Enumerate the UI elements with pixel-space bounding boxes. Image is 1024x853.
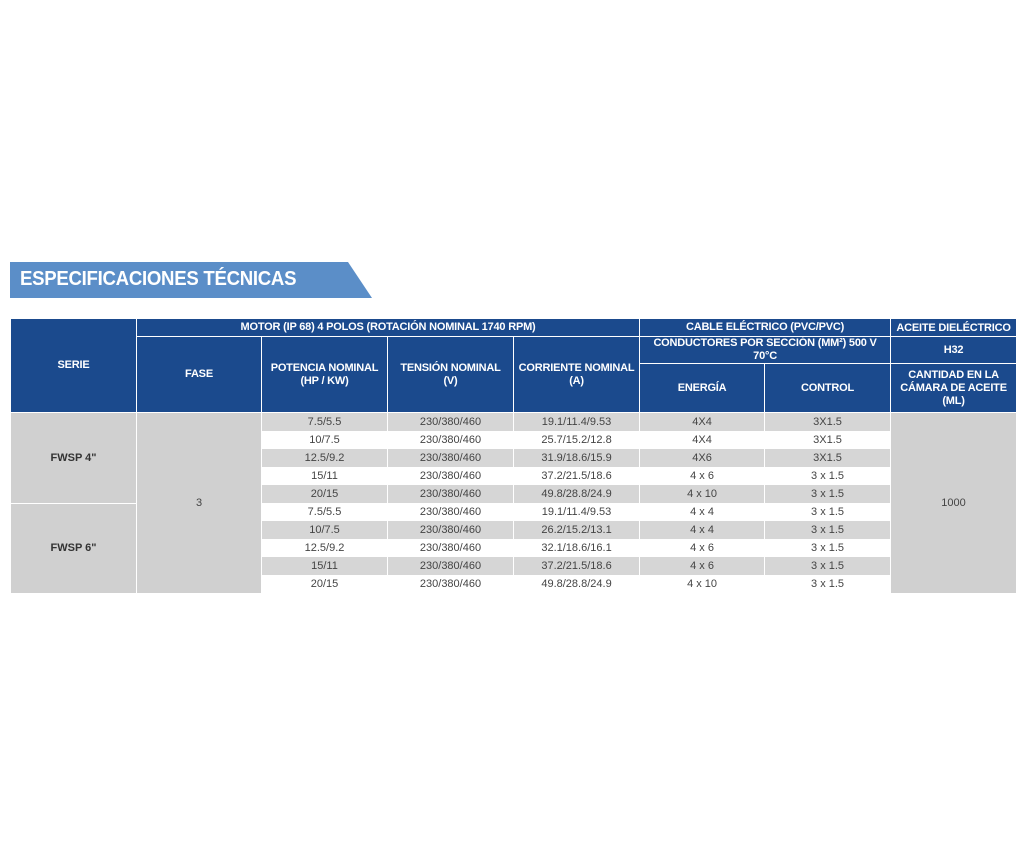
tension-cell: 230/380/460 (388, 467, 514, 485)
energia-cell: 4 x 10 (640, 485, 765, 503)
potencia-cell: 10/7.5 (262, 431, 388, 449)
tension-cell: 230/380/460 (388, 539, 514, 557)
energia-cell: 4 x 6 (640, 539, 765, 557)
corriente-cell: 37.2/21.5/18.6 (514, 467, 640, 485)
header-aceite (891, 319, 1017, 337)
energia-cell: 4X4 (640, 413, 765, 432)
energia-cell: 4X4 (640, 431, 765, 449)
header-cantidad-line3: (ML) (942, 394, 965, 407)
header-aceite-h32: H32 (891, 337, 1017, 364)
tension-cell: 230/380/460 (388, 575, 514, 593)
header-energia: ENERGÍA (640, 364, 765, 413)
control-cell: 3X1.5 (765, 413, 891, 432)
potencia-cell: 12.5/9.2 (262, 449, 388, 467)
energia-cell: 4 x 10 (640, 575, 765, 593)
header-fase: FASE (137, 337, 262, 413)
energia-cell: 4X6 (640, 449, 765, 467)
corriente-cell: 31.9/18.6/15.9 (514, 449, 640, 467)
tension-cell: 230/380/460 (388, 449, 514, 467)
corriente-cell: 37.2/21.5/18.6 (514, 557, 640, 575)
potencia-cell: 7.5/5.5 (262, 503, 388, 521)
energia-cell: 4 x 6 (640, 467, 765, 485)
header-aceite-line1: ACEITE DIELÉCTRICO (896, 321, 1011, 334)
corriente-cell: 49.8/28.8/24.9 (514, 485, 640, 503)
header-cantidad-line1: CANTIDAD EN LA (908, 368, 999, 381)
corriente-cell: 32.1/18.6/16.1 (514, 539, 640, 557)
potencia-cell: 12.5/9.2 (262, 539, 388, 557)
corriente-cell: 25.7/15.2/12.8 (514, 431, 640, 449)
tension-cell: 230/380/460 (388, 413, 514, 432)
corriente-cell: 26.2/15.2/13.1 (514, 521, 640, 539)
tension-cell: 230/380/460 (388, 521, 514, 539)
corriente-cell: 19.1/11.4/9.53 (514, 413, 640, 432)
header-conductores: CONDUCTORES POR SECCIÓN (MM²) 500 V 70°C (640, 337, 891, 364)
control-cell: 3 x 1.5 (765, 575, 891, 593)
corriente-cell: 49.8/28.8/24.9 (514, 575, 640, 593)
header-potencia (262, 337, 388, 413)
header-corriente-line2: (A) (569, 374, 584, 387)
tension-cell: 230/380/460 (388, 431, 514, 449)
energia-cell: 4 x 4 (640, 521, 765, 539)
header-tension (388, 337, 514, 413)
control-cell: 3 x 1.5 (765, 485, 891, 503)
section-title: ESPECIFICACIONES TÉCNICAS (20, 268, 297, 290)
potencia-cell: 15/11 (262, 557, 388, 575)
header-cable: CABLE ELÉCTRICO (PVC/PVC) (640, 319, 891, 337)
control-cell: 3 x 1.5 (765, 539, 891, 557)
potencia-cell: 20/15 (262, 485, 388, 503)
section-banner (10, 262, 372, 298)
potencia-cell: 10/7.5 (262, 521, 388, 539)
control-cell: 3 x 1.5 (765, 557, 891, 575)
serie-cell: FWSP 4" (11, 413, 137, 504)
header-serie: SERIE (11, 319, 137, 413)
table-row (11, 413, 1017, 432)
header-corriente-line1: CORRIENTE NOMINAL (518, 361, 635, 374)
header-cantidad (891, 364, 1017, 413)
aceite-cell: 1000 (891, 413, 1017, 594)
potencia-cell: 7.5/5.5 (262, 413, 388, 432)
header-tension-line2: (V) (443, 374, 458, 387)
control-cell: 3 x 1.5 (765, 467, 891, 485)
spec-table (10, 318, 1017, 593)
header-tension-line1: TENSIÓN NOMINAL (400, 361, 501, 374)
header-control: CONTROL (765, 364, 891, 413)
control-cell: 3 x 1.5 (765, 503, 891, 521)
header-motor: MOTOR (IP 68) 4 POLOS (ROTACIÓN NOMINAL 1740 RPM) (137, 319, 640, 337)
corriente-cell: 19.1/11.4/9.53 (514, 503, 640, 521)
control-cell: 3X1.5 (765, 431, 891, 449)
energia-cell: 4 x 6 (640, 557, 765, 575)
potencia-cell: 15/11 (262, 467, 388, 485)
header-corriente (514, 337, 640, 413)
control-cell: 3X1.5 (765, 449, 891, 467)
header-potencia-line1: POTENCIA NOMINAL (270, 361, 379, 374)
serie-cell: FWSP 6" (11, 503, 137, 593)
header-cantidad-line2: CÁMARA DE ACEITE (900, 381, 1007, 394)
tension-cell: 230/380/460 (388, 503, 514, 521)
header-potencia-line2: (HP / KW) (300, 374, 349, 387)
potencia-cell: 20/15 (262, 575, 388, 593)
fase-cell: 3 (137, 413, 262, 594)
energia-cell: 4 x 4 (640, 503, 765, 521)
control-cell: 3 x 1.5 (765, 521, 891, 539)
tension-cell: 230/380/460 (388, 485, 514, 503)
tension-cell: 230/380/460 (388, 557, 514, 575)
